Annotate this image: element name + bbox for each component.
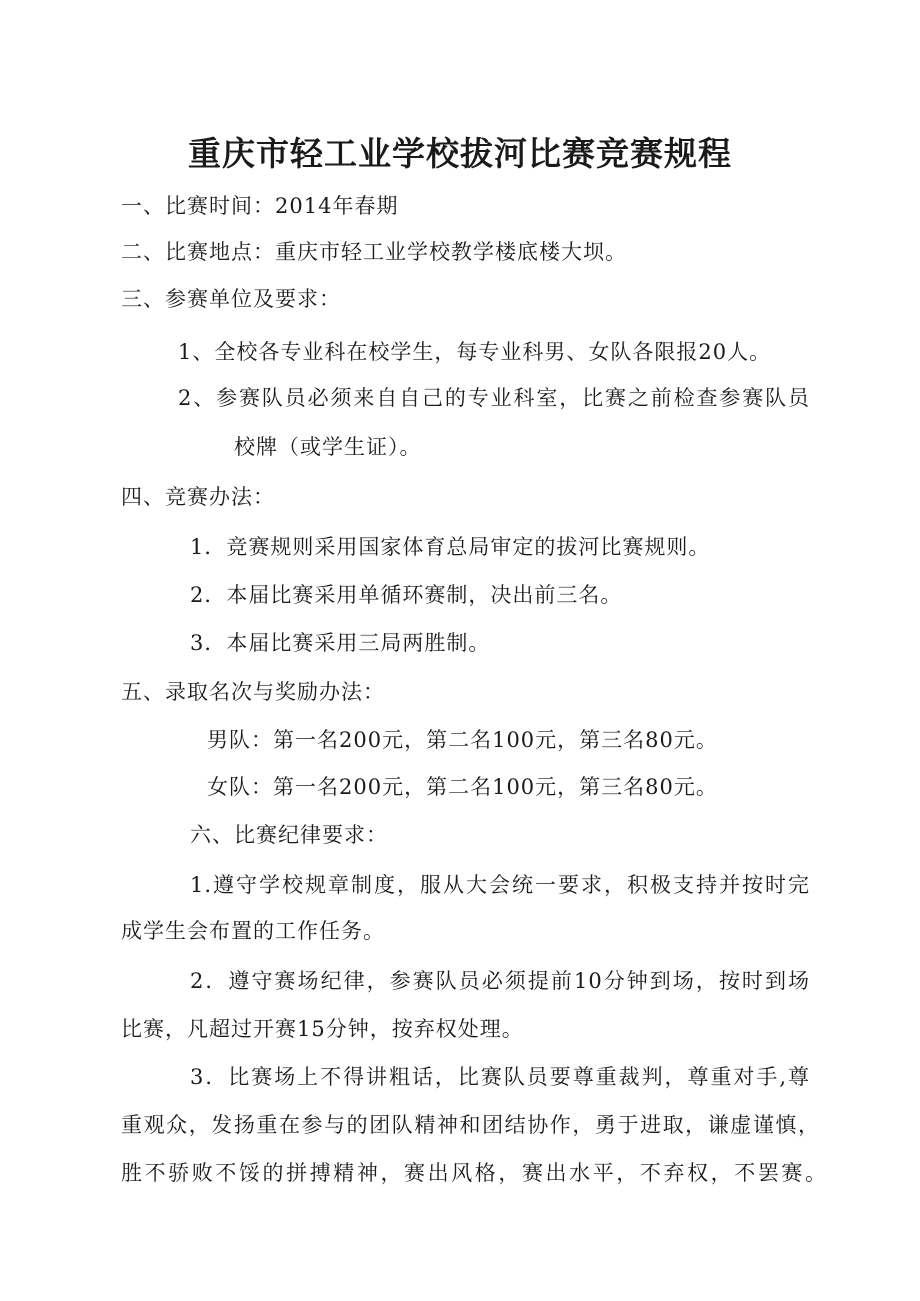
section-4-heading: 四、竞赛办法： [121, 485, 275, 509]
section-6-item-1: 1.遵守学校规章制度，服从大会统一要求，积极支持并按时完 [190, 873, 810, 897]
section-6-item-2: 2．遵守赛场纪律，参赛队员必须提前10分钟到场，按时到场 [190, 969, 810, 993]
section-5-women: 女队：第一名200元，第二名100元，第三名80元。 [207, 775, 718, 799]
section-6-item-1-cont: 成学生会布置的工作任务。 [121, 919, 385, 943]
section-4-item-3: 3．本届比赛采用三局两胜制。 [190, 631, 491, 655]
section-6-item-3-cont-1: 重观众，发扬重在参与的团队精神和团结协作，勇于进取，谦虚谨慎， [121, 1113, 820, 1137]
section-5-heading: 五、录取名次与奖励办法： [121, 680, 385, 704]
section-5-men: 男队：第一名200元，第二名100元，第三名80元。 [207, 728, 718, 752]
section-3-item-2-cont: 校牌（或学生证）。 [234, 435, 422, 459]
section-4-item-1: 1．竞赛规则采用国家体育总局审定的拔河比赛规则。 [190, 535, 711, 559]
section-4-item-2: 2．本届比赛采用单循环赛制，决出前三名。 [190, 583, 623, 607]
section-1-time: 一、比赛时间：2014年春期 [121, 194, 399, 218]
section-6-item-2-cont: 比赛，凡超过开赛15分钟，按弃权处理。 [121, 1017, 524, 1041]
section-6-heading: 六、比赛纪律要求： [190, 823, 388, 847]
section-2-venue: 二、比赛地点：重庆市轻工业学校教学楼底楼大坝。 [121, 240, 627, 264]
section-3-item-2: 2、参赛队员必须来自自己的专业科室，比赛之前检查参赛队员 [178, 386, 810, 410]
section-3-heading: 三、参赛单位及要求： [121, 287, 341, 311]
section-6-item-3-cont-2: 胜不骄败不馁的拼搏精神，赛出风格，赛出水平，不弃权，不罢赛。 [121, 1161, 827, 1185]
section-6-item-3: 3．比赛场上不得讲粗话，比赛队员要尊重裁判，尊重对手,尊 [190, 1065, 810, 1089]
section-3-item-1: 1、全校各专业科在校学生，每专业科男、女队各限报20人。 [178, 340, 772, 364]
document-title: 重庆市轻工业学校拔河比赛竞赛规程 [188, 134, 732, 173]
